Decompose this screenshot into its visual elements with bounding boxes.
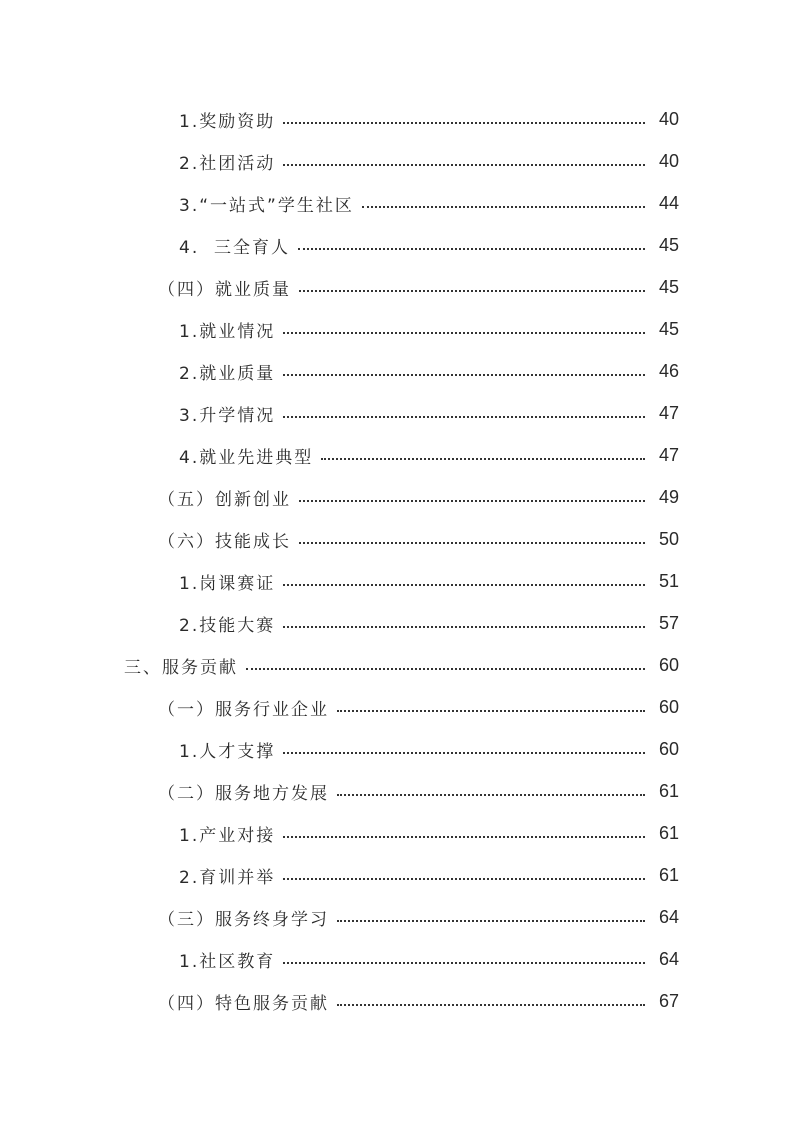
toc-entry-label: 3.升学情况 — [179, 405, 276, 426]
toc-entry-label: （二）服务地方发展 — [158, 783, 329, 804]
toc-dot-leader — [299, 499, 645, 502]
toc-dot-leader — [337, 1003, 645, 1006]
toc-entry-page-number: 47 — [658, 402, 679, 423]
toc-entry[interactable] — [0, 434, 800, 476]
toc-entry-label: 1.社区教育 — [179, 951, 276, 972]
toc-dot-leader — [283, 415, 645, 418]
toc-entry-label: 3.“一站式”学生社区 — [179, 195, 354, 216]
toc-entry-label: 2.就业质量 — [179, 363, 276, 384]
toc-dot-leader — [283, 331, 645, 334]
toc-entry-label: 2.育训并举 — [179, 867, 276, 888]
toc-entry-page-number: 44 — [658, 192, 679, 213]
toc-entry-page-number: 51 — [658, 570, 679, 591]
toc-dot-leader — [299, 541, 645, 544]
toc-dot-leader — [283, 121, 645, 124]
toc-entry-label: 1.奖励资助 — [179, 111, 276, 132]
toc-entry[interactable] — [0, 728, 800, 770]
toc-entry-label: （三）服务终身学习 — [158, 909, 329, 930]
toc-entry[interactable] — [0, 308, 800, 350]
toc-entry-label: （六）技能成长 — [158, 531, 291, 552]
toc-entry[interactable] — [0, 770, 800, 812]
toc-entry[interactable] — [0, 392, 800, 434]
toc-dot-leader — [337, 793, 645, 796]
toc-dot-leader — [283, 625, 645, 628]
toc-entry-label: 1.就业情况 — [179, 321, 276, 342]
toc-entry-page-number: 40 — [658, 108, 679, 129]
toc-entry[interactable] — [0, 266, 800, 308]
toc-entry-page-number: 60 — [658, 654, 679, 675]
toc-entry-label: 2.技能大赛 — [179, 615, 276, 636]
toc-entry[interactable] — [0, 224, 800, 266]
toc-entry-page-number: 49 — [658, 486, 679, 507]
toc-entry-page-number: 60 — [658, 738, 679, 759]
toc-dot-leader — [362, 205, 645, 208]
toc-entry-label: 1.岗课赛证 — [179, 573, 276, 594]
toc-entry[interactable] — [0, 812, 800, 854]
toc-entry-page-number: 46 — [658, 360, 679, 381]
toc-entry[interactable] — [0, 476, 800, 518]
toc-entry-page-number: 47 — [658, 444, 679, 465]
toc-entry-label: 1.人才支撑 — [179, 741, 276, 762]
toc-entry-page-number: 45 — [658, 234, 679, 255]
toc-entry-page-number: 61 — [658, 780, 679, 801]
toc-entry-page-number: 57 — [658, 612, 679, 633]
toc-entry[interactable] — [0, 602, 800, 644]
toc-dot-leader — [321, 457, 645, 460]
toc-entry[interactable] — [0, 98, 800, 140]
toc-entry-label: （一）服务行业企业 — [158, 699, 329, 720]
toc-dot-leader — [337, 709, 645, 712]
toc-entry-label: 4. 三全育人 — [179, 237, 291, 258]
toc-entry[interactable] — [0, 644, 800, 686]
toc-entry-label: （四）就业质量 — [158, 279, 291, 300]
toc-entry-page-number: 64 — [658, 906, 679, 927]
toc-entry-page-number: 61 — [658, 864, 679, 885]
toc-dot-leader — [283, 373, 645, 376]
toc-entry[interactable] — [0, 938, 800, 980]
toc-entry-page-number: 60 — [658, 696, 679, 717]
toc-dot-leader — [298, 247, 645, 250]
toc-entry[interactable] — [0, 140, 800, 182]
toc-dot-leader — [283, 835, 645, 838]
toc-entry[interactable] — [0, 560, 800, 602]
toc-entry[interactable] — [0, 518, 800, 560]
toc-entry-label: 4.就业先进典型 — [179, 447, 314, 468]
toc-dot-leader — [283, 961, 645, 964]
toc-entry-label: 2.社团活动 — [179, 153, 276, 174]
toc-dot-leader — [283, 751, 645, 754]
toc-entry-page-number: 61 — [658, 822, 679, 843]
table-of-contents — [0, 98, 800, 1022]
toc-dot-leader — [337, 919, 645, 922]
toc-dot-leader — [283, 583, 645, 586]
toc-entry[interactable] — [0, 350, 800, 392]
toc-dot-leader — [246, 667, 645, 670]
toc-entry[interactable] — [0, 980, 800, 1022]
toc-entry[interactable] — [0, 854, 800, 896]
toc-entry-page-number: 40 — [658, 150, 679, 171]
toc-entry-label: 三、服务贡献 — [124, 657, 238, 678]
toc-dot-leader — [283, 877, 645, 880]
toc-dot-leader — [299, 289, 645, 292]
toc-dot-leader — [283, 163, 645, 166]
toc-entry-page-number: 64 — [658, 948, 679, 969]
toc-entry-page-number: 45 — [658, 276, 679, 297]
toc-entry-label: （四）特色服务贡献 — [158, 993, 329, 1014]
toc-entry[interactable] — [0, 896, 800, 938]
toc-entry-page-number: 45 — [658, 318, 679, 339]
toc-entry[interactable] — [0, 182, 800, 224]
toc-entry-page-number: 67 — [658, 990, 679, 1011]
toc-entry-label: 1.产业对接 — [179, 825, 276, 846]
toc-entry[interactable] — [0, 686, 800, 728]
toc-entry-label: （五）创新创业 — [158, 489, 291, 510]
toc-entry-page-number: 50 — [658, 528, 679, 549]
